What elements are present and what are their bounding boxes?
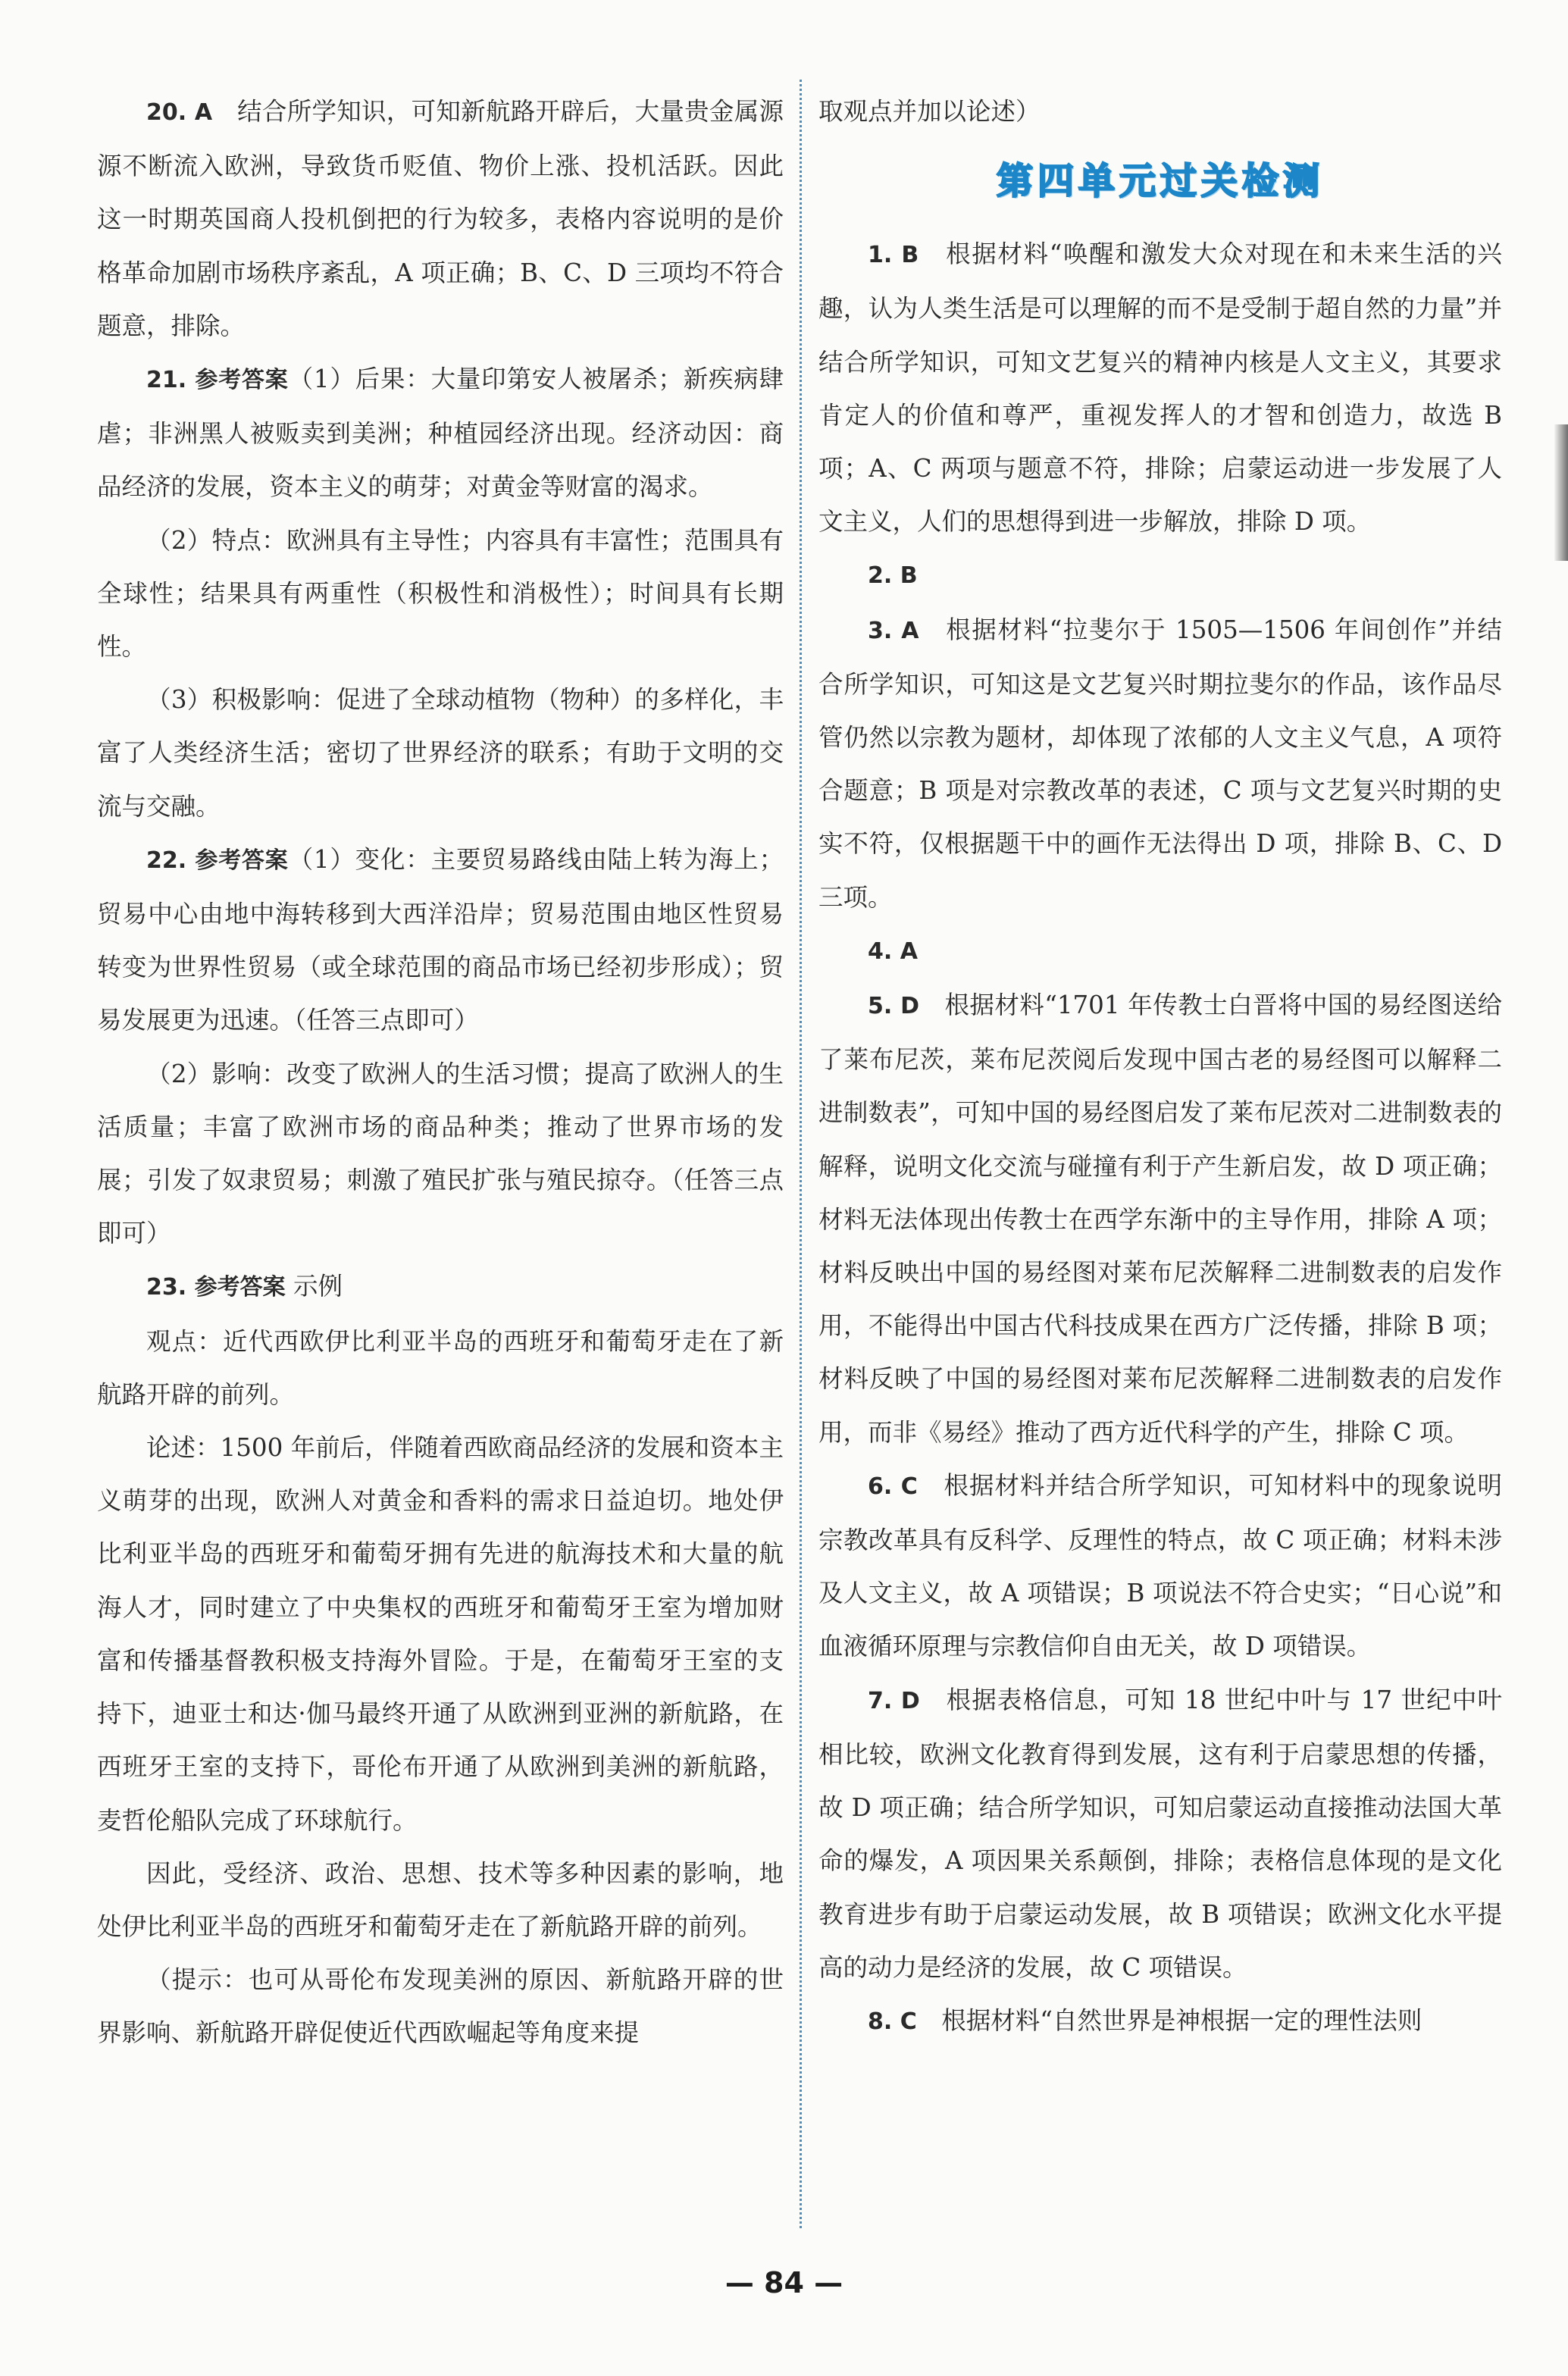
left-column — [97, 85, 784, 2060]
answer-text: （1）后果：大量印第安人被屠杀；新疾病肆虐；非洲黑人被贩卖到美洲；种植园经济出现。经济动因：商品经济的发展，资本主义的萌芽；对黄金等财富的渴求。 — [97, 365, 784, 502]
answer-21 — [97, 352, 784, 514]
answer-23-conclusion — [97, 1847, 784, 1953]
page-number: — 84 — — [725, 2266, 843, 2299]
answer-text: 结合所学知识，可知新航路开辟后，大量贵金属源源不断流入欧洲，导致货币贬值、物价上涨、投机活跃。因此这一时期英国商人投机倒把的行为较多，表格内容说明的是价格革命加剧市场秩序紊乱，A 项正确；B、C、D 三项均不符合题意，排除。 — [97, 97, 784, 340]
answer-number: 23. 参考答案 — [146, 1274, 286, 1301]
answer-23-hint — [97, 1953, 784, 2059]
answer-text: 观点：近代西欧伊比利亚半岛的西班牙和葡萄牙走在了新航路开辟的前列。 — [97, 1326, 784, 1409]
answer-text: 根据表格信息，可知 18 世纪中叶与 17 世纪中叶相比较，欧洲文化教育得到发展，这有利于启蒙思想的传播，故 D 项正确；结合所学知识，可知启蒙运动直接推动法国大革命的爆发，A 项因果关系颠倒，排除；表格信息体现的是文化教育进步有助于启蒙运动发展，故 B 项错误；欧洲文化水平提高的动力是经济的发展，故 C 项错误。 — [818, 1685, 1502, 1982]
answer-text: （3）积极影响：促进了全球动植物（物种）的多样化，丰富了人类经济生活；密切了世界经济的联系；有助于文明的交流与交融。 — [97, 685, 784, 821]
answer-7 — [818, 1673, 1502, 1994]
answer-23-argument — [97, 1421, 784, 1847]
answer-3 — [818, 603, 1502, 924]
answer-2 — [818, 548, 1502, 603]
answer-number: 2. B — [868, 562, 918, 590]
column-divider — [800, 80, 802, 2228]
answer-22 — [97, 833, 784, 1047]
answer-6 — [818, 1459, 1502, 1673]
answer-number: 8. C — [868, 2008, 917, 2035]
answer-number: 6. C — [868, 1473, 918, 1500]
right-column — [818, 85, 1502, 2049]
answer-text: （2）特点：欧洲具有主导性；内容具有丰富性；范围具有全球性；结果具有两重性（积极性和消极性）；时间具有长期性。 — [97, 525, 784, 662]
answer-number: 21. 参考答案 — [146, 367, 289, 394]
answer-text: 根据材料并结合所学知识，可知材料中的现象说明宗教改革具有反科学、反理性的特点，故 C 项正确；材料未涉及人文主义，故 A 项错误；B 项说法不符合史实；“日心说”和血液循环原理与宗教信仰自由无关，故 D 项错误。 — [818, 1470, 1502, 1661]
binding-edge-shadow — [1554, 424, 1568, 561]
answer-text: （2）影响：改变了欧洲人的生活习惯；提高了欧洲人的生活质量；丰富了欧洲市场的商品种类；推动了世界市场的发展；引发了奴隶贸易；刺激了殖民扩张与殖民掠夺。（任答三点即可） — [97, 1059, 784, 1248]
unit-title: 第四单元过关检测 — [996, 160, 1324, 203]
answer-text: 根据材料“拉斐尔于 1505—1506 年间创作”并结合所学知识，可知这是文艺复兴时期拉斐尔的作品，该作品尽管仍然以宗教为题材，却体现了浓郁的人文主义气息，A 项符合题意；B 项是对宗教改革的表述，C 项与文艺复兴时期的史实不符，仅根据题干中的画作无法得出 D 项，排除 B、C、D 三项。 — [818, 615, 1503, 912]
hint-continuation: 取观点并加以论述） — [818, 97, 1041, 126]
answer-text: 因此，受经济、政治、思想、技术等多种因素的影响，地处伊比利亚半岛的西班牙和葡萄牙走在了新航路开辟的前列。 — [97, 1858, 784, 1941]
answer-number: 4. A — [868, 938, 918, 965]
answer-number: 5. D — [868, 993, 920, 1020]
answer-23-viewpoint — [97, 1315, 784, 1421]
answer-number: 7. D — [868, 1687, 920, 1714]
answer-22-part-2 — [97, 1047, 784, 1260]
answer-text: 示例 — [293, 1272, 343, 1301]
answer-5 — [818, 978, 1502, 1459]
answer-number: 22. 参考答案 — [146, 847, 289, 874]
answer-text: （1）变化：主要贸易路线由陆上转为海上；贸易中心由地中海转移到大西洋沿岸；贸易范围由地区性贸易转变为世界性贸易（或全球范围的商品市场已经初步形成）；贸易发展更为迅速。（任答三点即可） — [97, 844, 784, 1035]
answer-1 — [818, 227, 1502, 548]
answer-text: 根据材料“自然世界是神根据一定的理性法则 — [941, 2005, 1422, 2035]
answer-21-part-3 — [97, 673, 784, 833]
answer-number: 3. A — [868, 617, 919, 644]
answer-20 — [97, 85, 784, 352]
answer-text: 论述：1500 年前后，伴随着西欧商品经济的发展和资本主义萌芽的出现，欧洲人对黄金和香料的需求日益迫切。地处伊比利亚半岛的西班牙和葡萄牙拥有先进的航海技术和大量的航海人才，同时建立了中央集权的西班牙和葡萄牙王室为增加财富和传播基督教积极支持海外冒险。于是，在葡萄牙王室的支持下，迪亚士和达·伽马最终开通了从欧洲到亚洲的新航路，在西班牙王室的支持下，哥伦布开通了从欧洲到美洲的新航路，麦哲伦船队完成了环球航行。 — [97, 1433, 784, 1835]
answer-23 — [97, 1260, 784, 1314]
answer-4 — [818, 924, 1502, 978]
answer-21-part-2 — [97, 514, 784, 674]
answer-text: 根据材料“1701 年传教士白晋将中国的易经图送给了莱布尼茨，莱布尼茨阅后发现中国古老的易经图可以解释二进制数表”，可知中国的易经图启发了莱布尼茨对二进制数表的解释，说明文化交流与碰撞有利于产生新启发，故 D 项正确；材料无法体现出传教士在西学东渐中的主导作用，排除 A 项；材料反映出中国的易经图对莱布尼茨解释二进制数表的启发作用，不能得出中国古代科技成果在西方广泛传播，排除 B 项；材料反映了中国的易经图对莱布尼茨解释二进制数表的启发作用，而非《易经》推动了西方近代科学的产生，排除 C 项。 — [818, 991, 1502, 1447]
answer-text: （提示：也可从哥伦布发现美洲的原因、新航路开辟的世界影响、新航路开辟促使近代西欧崛起等角度来提 — [97, 1965, 784, 2048]
answer-number: 1. B — [868, 242, 919, 269]
answer-text: 根据材料“唤醒和激发大众对现在和未来生活的兴趣，认为人类生活是可以理解的而不是受制于超自然的力量”并结合所学知识，可知文艺复兴的精神内核是人文主义，其要求肯定人的价值和尊严，重视发挥人的才智和创造力，故选 B 项；A、C 两项与题意不符，排除；启蒙运动进一步发展了人文主义，人们的思想得到进一步解放，排除 D 项。 — [818, 239, 1502, 537]
answer-8 — [818, 1994, 1502, 2049]
answer-number: 20. A — [146, 99, 213, 126]
